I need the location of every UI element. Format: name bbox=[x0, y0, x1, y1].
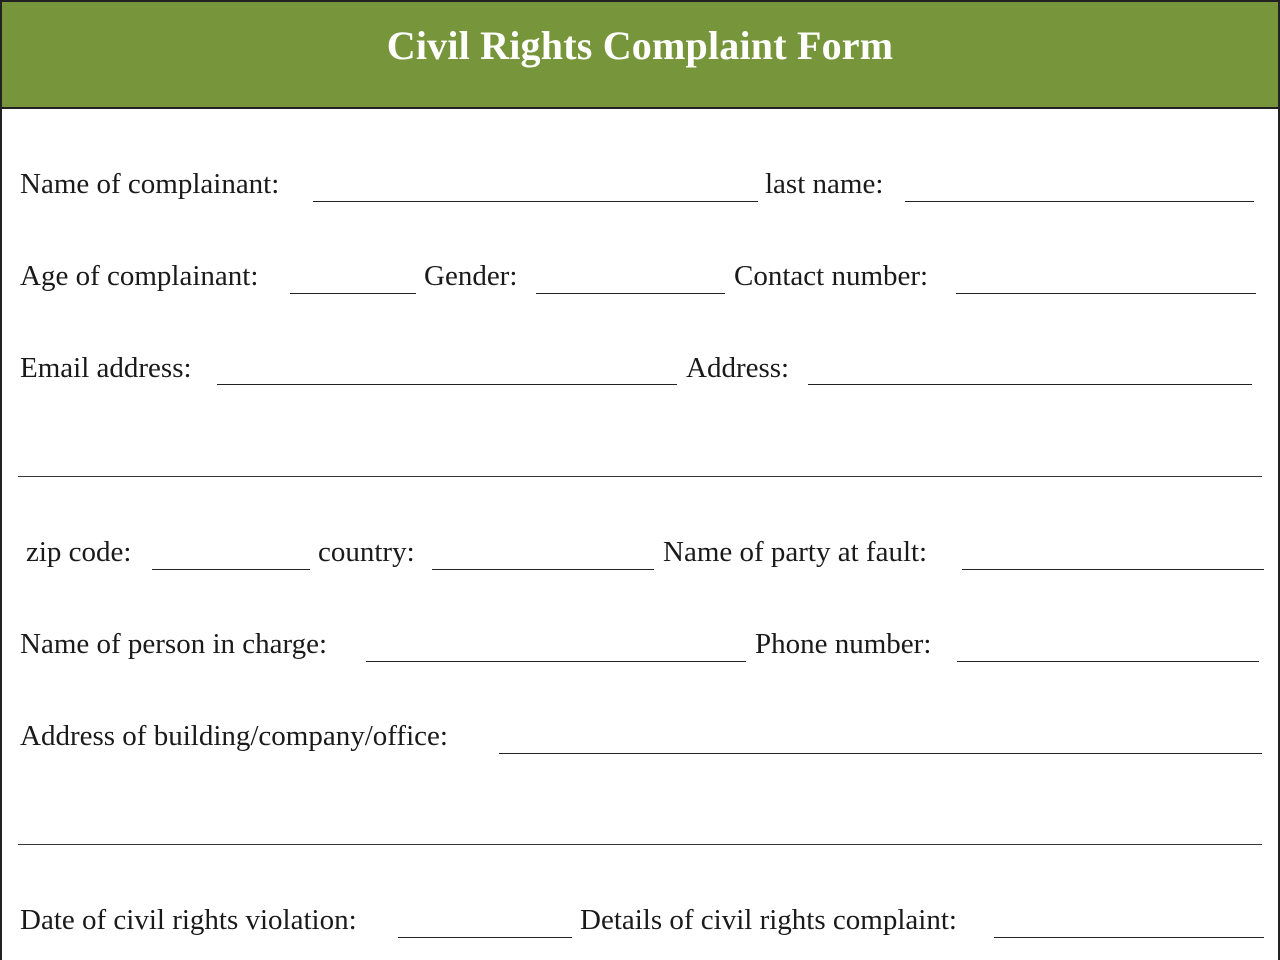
contact-number-label: Contact number: bbox=[734, 260, 929, 292]
last-name-field[interactable] bbox=[905, 201, 1254, 202]
address-continuation-field[interactable] bbox=[18, 476, 1262, 477]
zip-code-label: zip code: bbox=[26, 536, 132, 568]
address-of-building-field[interactable] bbox=[499, 753, 1262, 754]
name-of-party-at-fault-label: Name of party at fault: bbox=[663, 536, 928, 568]
country-label: country: bbox=[318, 536, 415, 568]
details-of-complaint-field[interactable] bbox=[994, 937, 1264, 938]
date-of-violation-label: Date of civil rights violation: bbox=[20, 904, 357, 936]
address-of-building-label: Address of building/company/office: bbox=[20, 720, 448, 752]
country-field[interactable] bbox=[432, 569, 654, 570]
phone-number-label: Phone number: bbox=[755, 628, 932, 660]
address-label: Address: bbox=[686, 352, 790, 384]
gender-label: Gender: bbox=[424, 260, 518, 292]
age-of-complainant-field[interactable] bbox=[290, 293, 416, 294]
phone-number-field[interactable] bbox=[957, 661, 1259, 662]
address-field[interactable] bbox=[808, 384, 1252, 385]
name-of-person-in-charge-field[interactable] bbox=[366, 661, 746, 662]
email-address-label: Email address: bbox=[20, 352, 192, 384]
zip-code-field[interactable] bbox=[152, 569, 310, 570]
name-of-party-at-fault-field[interactable] bbox=[962, 569, 1264, 570]
name-of-complainant-field[interactable] bbox=[313, 201, 758, 202]
age-of-complainant-label: Age of complainant: bbox=[20, 260, 259, 292]
name-of-complainant-label: Name of complainant: bbox=[20, 168, 280, 200]
last-name-label: last name: bbox=[765, 168, 884, 200]
form-header bbox=[2, 2, 1278, 109]
contact-number-field[interactable] bbox=[956, 293, 1256, 294]
building-address-continuation-field[interactable] bbox=[18, 844, 1262, 845]
gender-field[interactable] bbox=[536, 293, 725, 294]
form-title: Civil Rights Complaint Form bbox=[386, 23, 894, 68]
name-of-person-in-charge-label: Name of person in charge: bbox=[20, 628, 328, 660]
date-of-violation-field[interactable] bbox=[398, 937, 572, 938]
details-of-complaint-label: Details of civil rights complaint: bbox=[580, 904, 957, 936]
email-address-field[interactable] bbox=[217, 384, 677, 385]
